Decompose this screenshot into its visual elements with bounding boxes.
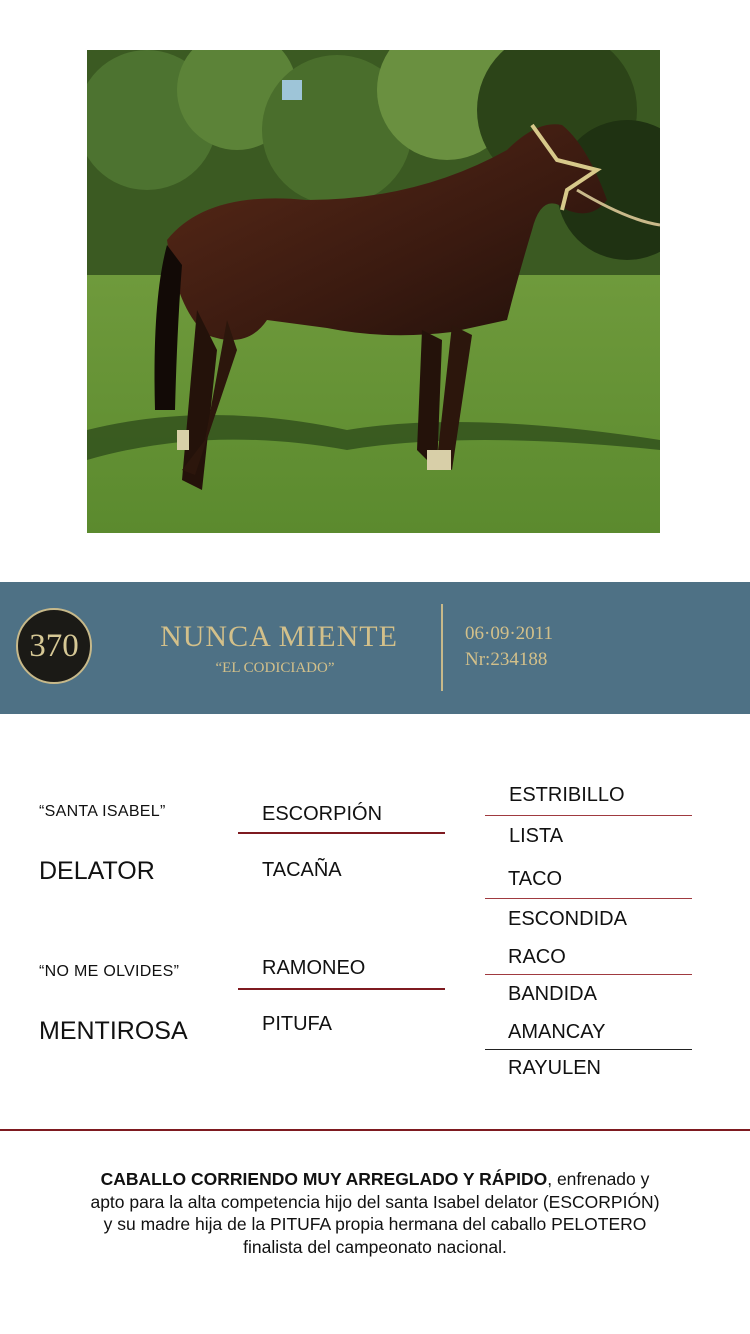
pedigree-line <box>485 815 692 816</box>
lot-number-badge: 370 <box>16 608 92 684</box>
dam-name: MENTIROSA <box>39 1017 188 1045</box>
third-gen-name: ESCONDIDA <box>508 908 627 930</box>
pedigree-line <box>238 988 445 990</box>
sire-dam: TACAÑA <box>262 859 342 881</box>
birth-date: 06·09·2011 <box>465 623 553 644</box>
third-gen-name: RAYULEN <box>508 1057 601 1079</box>
dam-dam: PITUFA <box>262 1013 333 1035</box>
pedigree-line <box>485 898 692 899</box>
third-gen-name: BANDIDA <box>508 983 597 1005</box>
horse-name: NUNCA MIENTE <box>160 620 398 653</box>
description-text: , enfrenado y apto para la alta competencia hijo del santa Isabel delator (ESCORPIÓN) y su madre hija de la PITUFA propia hermana del caballo PELOTERO finalista del campeonato nacional. <box>90 1169 660 1257</box>
description-lead: CABALLO CORRIENDO MUY ARREGLADO Y RÁPIDO <box>100 1169 548 1189</box>
section-divider <box>0 1129 750 1131</box>
dam-breeder: “NO ME OLVIDES” <box>39 963 180 980</box>
horse-banner <box>0 582 750 714</box>
third-gen-name: LISTA <box>509 825 564 847</box>
third-gen-name: AMANCAY <box>508 1021 606 1043</box>
third-gen-name: TACO <box>508 868 563 890</box>
third-gen-name: RACO <box>508 946 566 968</box>
sire-breeder: “SANTA ISABEL” <box>39 803 166 820</box>
registration-number: Nr:234188 <box>465 649 548 670</box>
dam-sire: RAMONEO <box>262 957 366 979</box>
horse-nickname: “EL CODICIADO” <box>215 660 335 676</box>
pedigree-line <box>485 974 692 975</box>
horse-description <box>90 1168 660 1258</box>
pedigree-line <box>238 832 445 834</box>
sire-name: DELATOR <box>39 857 155 885</box>
sire-sire: ESCORPIÓN <box>262 803 383 825</box>
banner-divider <box>441 604 443 691</box>
third-gen-name: ESTRIBILLO <box>509 784 625 806</box>
pedigree-line <box>485 1049 692 1050</box>
horse-photo <box>87 50 660 533</box>
